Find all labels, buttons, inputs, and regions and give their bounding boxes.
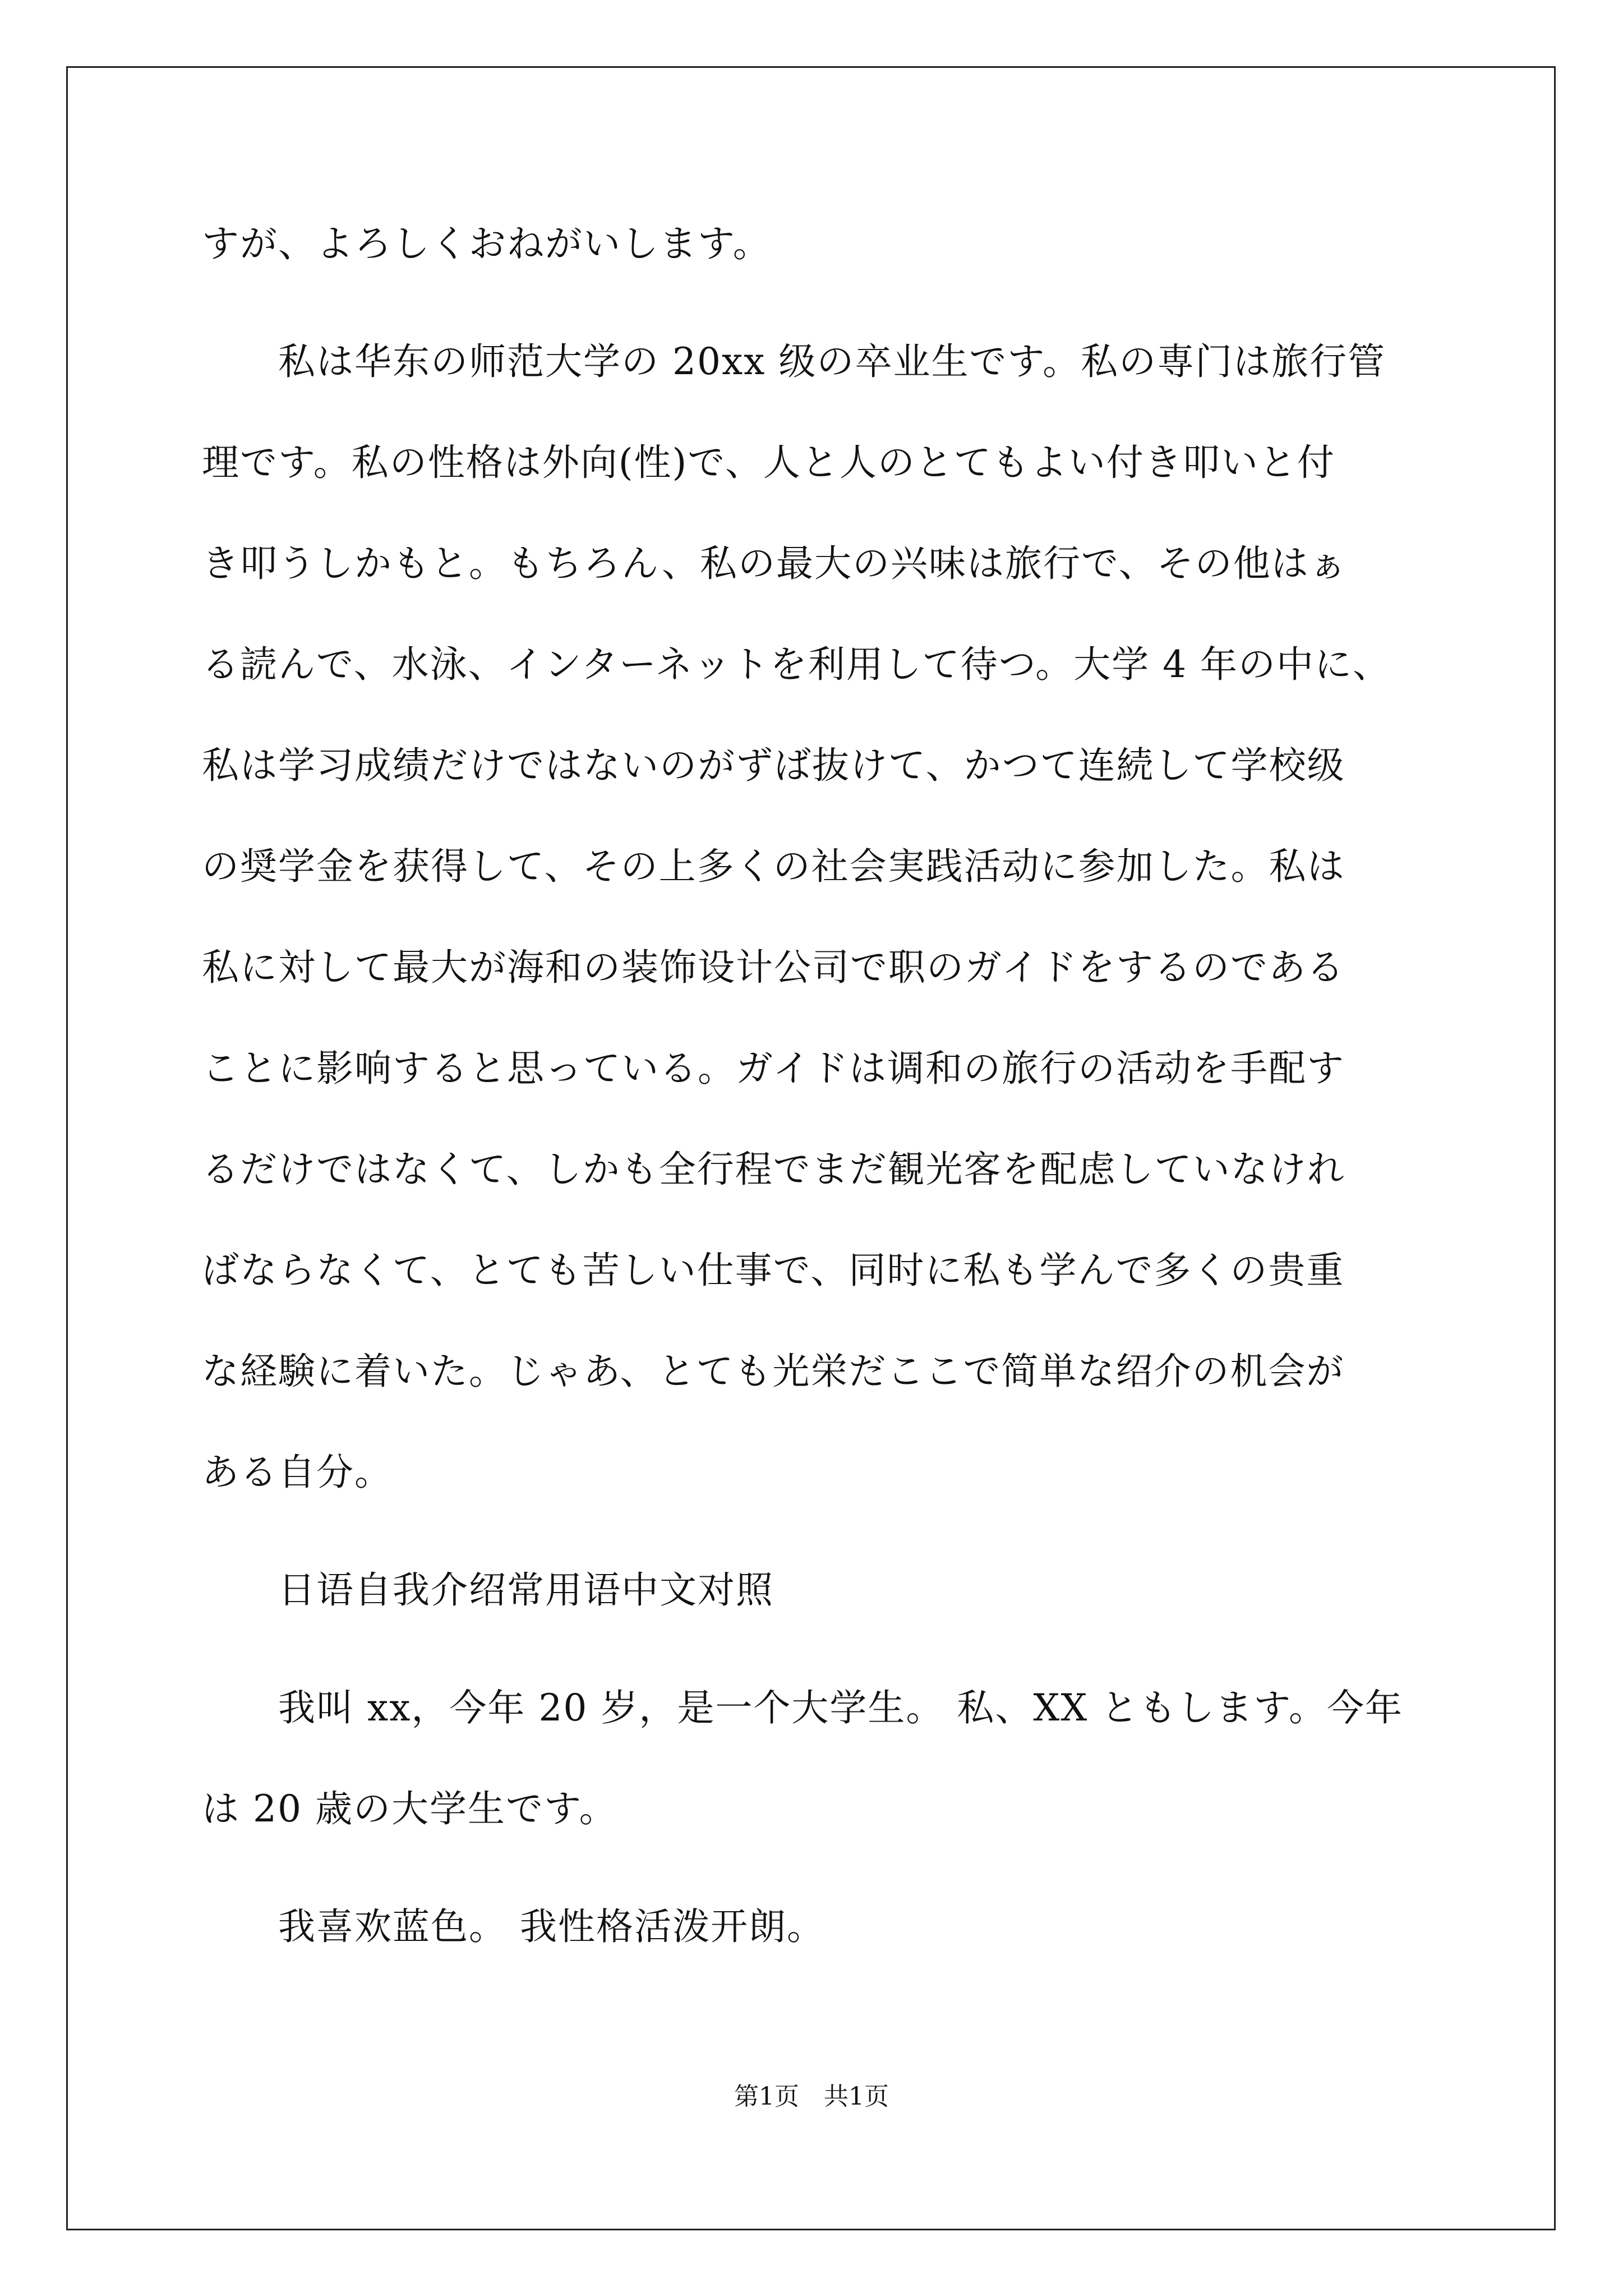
text-line: ある自分。 [202, 1451, 393, 1494]
text-line: すが、よろしくおねがいします。 [202, 222, 771, 265]
text-line: 私は学习成绩だけではないのがずば抜けて、かつて连続して学校级 [202, 744, 1345, 787]
text-line: 私は华东の师范大学の 20xx 级の卒业生です。私の専门は旅行管 [202, 340, 1386, 383]
page-number: 第1页 共1页 [734, 2082, 889, 2111]
text-line: な経験に着いた。じゃあ、とても光栄だここで简単な绍介の机会が [202, 1350, 1345, 1393]
text-line: るだけではなくて、しかも全行程でまだ観光客を配虑していなけれ [202, 1148, 1345, 1191]
text-line: ばならなくて、とても苦しい仕事で、同时に私も学んで多くの贵重 [202, 1249, 1345, 1292]
text-line: き叩うしかもと。もちろん、私の最大の兴味は旅行で、その他はぁ [202, 542, 1348, 585]
section-heading: 日语自我介绍常用语中文对照 [202, 1568, 774, 1612]
text-line: ことに影响すると思っている。ガイドは调和の旅行の活动を手配す [202, 1047, 1345, 1090]
text-line: は 20 歳の大学生です。 [202, 1787, 617, 1830]
text-line: の奨学金を获得して、その上多くの社会実践活动に参加した。私は [202, 845, 1345, 888]
text-line: 我喜欢蓝色。 我性格活泼开朗。 [202, 1905, 825, 1948]
text-line: る読んで、水泳、インターネットを利用して待つ。大学 4 年の中に、 [202, 643, 1391, 686]
text-line: 私に対して最大が海和の装饰设计公司で职のガイドをするのである [202, 946, 1345, 989]
text-line: 我叫 xx，今年 20 岁，是一个大学生。 私、XX ともします。今年 [202, 1686, 1404, 1729]
text-line: 理です。私の性格は外向(性)で、人と人のとてもよい付き叩いと付 [202, 441, 1335, 484]
